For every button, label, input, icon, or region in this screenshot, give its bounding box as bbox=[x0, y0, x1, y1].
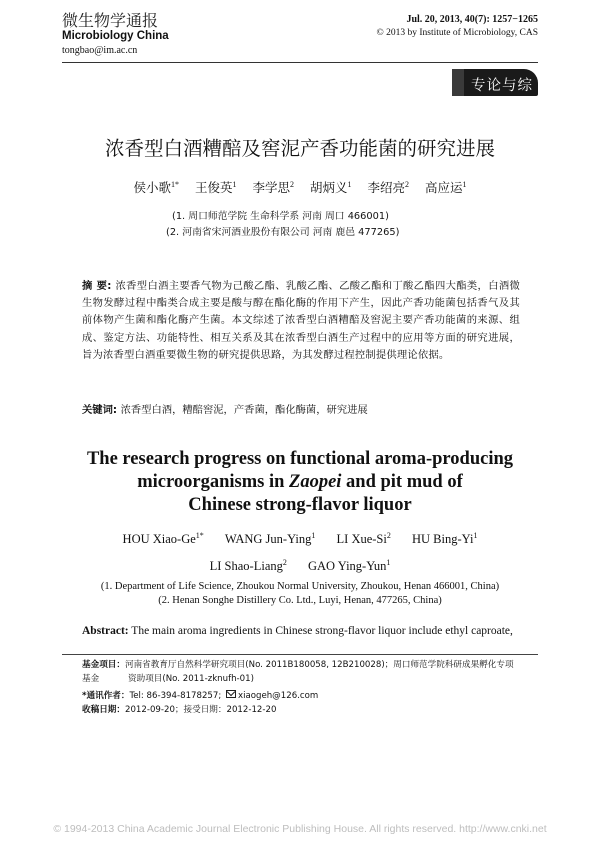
title-en-line-1: The research progress on functional aroma-producing bbox=[86, 449, 514, 469]
fund-label: 基金项目： bbox=[82, 660, 125, 670]
affiliation-en-2: (2. Henan Songhe Distillery Co. Ltd., Luyi, Henan, 477265, China) bbox=[158, 594, 442, 606]
corr-label: *通讯作者： bbox=[82, 691, 130, 701]
author-en: LI Xue-Si$^2$ bbox=[336, 531, 391, 547]
section-badge-label: 专论与综述 bbox=[471, 78, 533, 115]
footnote-fund-cont: 资助项目(No. 2011-zknufh-01) bbox=[128, 674, 254, 684]
footnote-dates bbox=[82, 704, 276, 718]
abstract-cn-label: 摘 要: bbox=[82, 280, 116, 292]
author-list-cn bbox=[0, 178, 600, 196]
author-en: LI Shao-Liang$^2$ bbox=[209, 558, 287, 574]
section-badge bbox=[452, 69, 538, 115]
abstract-en-label: Abstract: bbox=[82, 625, 129, 637]
author-cn: 王俊英$^1$ bbox=[194, 179, 237, 195]
author-cn: 李绍亮$^2$ bbox=[367, 179, 409, 195]
abstract-cn-text: 浓香型白酒主要香气物为己酸乙酯、乳酸乙酯、乙酸乙酯和丁酸乙酯四大酯类，白酒微生物发酵过程中酯类合成主要是酸与醇在酯化酶的作用下产生，因此产香功能菌包括香气及其前体物产生菌和酯化酶产生菌。本文综述了浓香型白酒糟醅及窖泥主要产香功能菌的来源、组成、鉴定方法、功能特性、相互关系及其在浓香型白酒生产过程中的应用等方面的研究进展，旨为浓香型白酒重要微生物的研究提供思路，为其发酵过程控制提供理论依据。 bbox=[82, 280, 520, 361]
keywords-cn bbox=[82, 401, 520, 416]
author-row-1 bbox=[0, 524, 600, 551]
author-en: HOU Xiao-$Ge^{1*}$ bbox=[122, 531, 204, 547]
affiliations-en bbox=[0, 580, 600, 607]
author-cn: 李学思$^2$ bbox=[252, 179, 294, 195]
author-en: GAO Ying-Yun$^1$ bbox=[308, 558, 391, 574]
affiliation-en-1: (1. Department of Life Science, Zhoukou Normal University, Zhoukou, Henan 466001, China) bbox=[100, 581, 500, 592]
dates-label: 收稿日期： bbox=[82, 705, 125, 715]
author-en: WANG Jun-Ying$^1$ bbox=[224, 531, 316, 547]
header-divider bbox=[62, 62, 538, 63]
journal-copyright: © 2013 by Institute of Microbiology, CAS bbox=[376, 28, 538, 38]
affiliation-cn-2: (2. 河南省宋河酒业股份有限公司 河南 鹿邑 477265) bbox=[166, 227, 400, 238]
author-cn: 侯小歌$^{1*}$ bbox=[133, 179, 179, 195]
author-list-en bbox=[0, 524, 600, 578]
title-en-line-2: microorganisms in Zaopei and pit mud of bbox=[137, 472, 463, 492]
journal-email[interactable]: tongbao@im.ac.cn bbox=[62, 45, 138, 56]
issue-info: Jul. 20, 2013, 40(7): 1257−1265 bbox=[406, 14, 538, 25]
abstract-cn bbox=[82, 278, 520, 364]
abstract-en-text: The main aroma ingredients in Chinese strong-flavor liquor include ethyl caproate, bbox=[128, 625, 513, 637]
title-en-line-3: Chinese strong-flavor liquor bbox=[188, 495, 412, 515]
fund-text: 河南省教育厅自然科学研究项目(No. 2011B180058, 12B210028)；周口师范学院科研成果孵化专项基金 bbox=[82, 660, 514, 684]
dates-text: 2012-09-20；接受日期：2012-12-20 bbox=[124, 705, 277, 715]
footnote-corresponding bbox=[82, 690, 318, 704]
keywords-cn-text: 浓香型白酒，糟醅窖泥，产香菌，酯化酶菌，研究进展 bbox=[120, 404, 368, 416]
affiliation-cn-1: (1. 周口师范学院 生命科学系 河南 周口 466001) bbox=[172, 211, 389, 222]
corr-tel: Tel: 86-394-8178257; bbox=[129, 691, 224, 701]
abstract-en bbox=[82, 625, 522, 637]
footer-copyright: © 1994-2013 China Academic Journal Electronic Publishing House. All rights reserved. http://www.cnki.net bbox=[53, 823, 547, 835]
keywords-cn-label: 关键词: bbox=[82, 404, 121, 416]
author-cn: 胡炳义$^1$ bbox=[309, 179, 352, 195]
paper-title-en bbox=[0, 448, 600, 517]
author-row-2 bbox=[0, 551, 600, 578]
author-en: HU Bing-Yi$^1$ bbox=[411, 531, 478, 547]
paper-title-cn: 浓香型白酒糟醅及窖泥产香功能菌的研究进展 bbox=[104, 137, 495, 160]
author-cn: 高应运$^1$ bbox=[424, 179, 467, 195]
journal-title-en: Microbiology China bbox=[62, 30, 169, 42]
mail-icon bbox=[226, 690, 236, 698]
footnote-divider bbox=[62, 654, 538, 655]
corr-email[interactable]: xiaogeh@126.com bbox=[238, 691, 319, 701]
journal-title-cn: 微生物学通报 bbox=[62, 11, 159, 30]
